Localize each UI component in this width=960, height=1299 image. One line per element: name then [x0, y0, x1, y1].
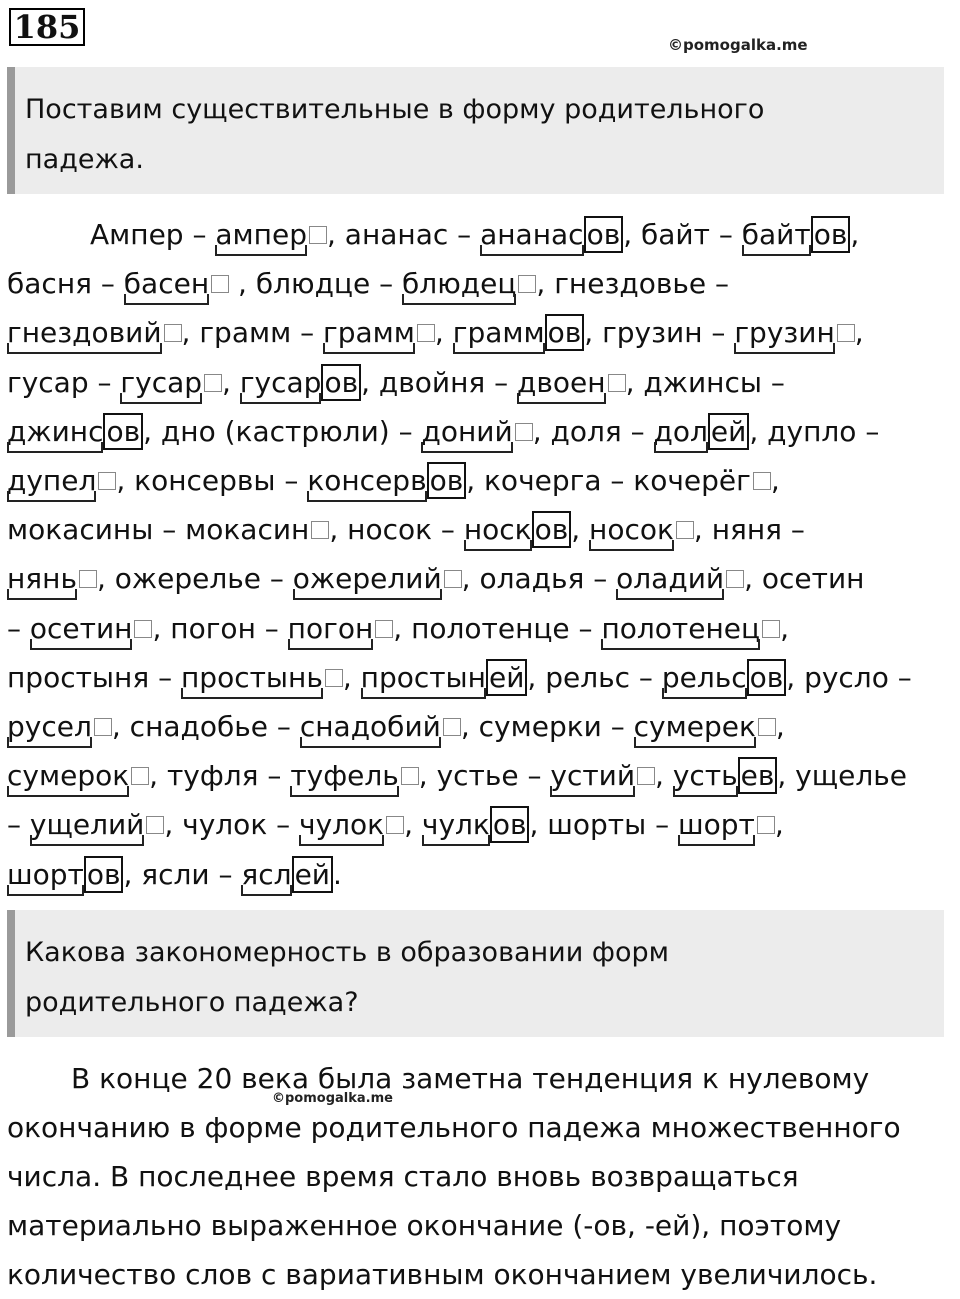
word-stem: носк — [463, 513, 532, 547]
text-fragment: , осетин — [744, 562, 865, 596]
word-stem: устий — [550, 759, 636, 793]
text-line — [7, 407, 947, 456]
word-stem: гнездовий — [7, 316, 162, 350]
word-ending: ов — [321, 364, 361, 401]
text-fragment: , туфля – — [149, 759, 291, 793]
text-fragment: гусар – — [7, 365, 121, 399]
text-line — [7, 554, 947, 603]
zero-ending-mark — [417, 324, 435, 342]
word-ending: ей — [708, 413, 749, 450]
zero-ending-mark — [134, 620, 152, 638]
text-fragment: , двойня – — [361, 365, 518, 399]
text-line — [7, 751, 947, 800]
zero-ending-mark — [325, 669, 343, 687]
text-fragment: , консервы – — [116, 464, 308, 498]
zero-ending-mark — [518, 275, 536, 293]
answer-line: окончанию в форме родительного падежа множественного — [7, 1111, 901, 1144]
zero-ending-mark — [309, 226, 327, 244]
text-line — [7, 308, 947, 357]
text-fragment: , — [775, 710, 785, 744]
text-fragment: , — [342, 660, 361, 694]
zero-ending-mark — [375, 620, 393, 638]
word-ending: ей — [292, 856, 333, 893]
word-stem: осетин — [29, 611, 133, 645]
word-stem: носок — [589, 513, 674, 547]
text-fragment: басня – — [7, 267, 124, 301]
zero-ending-mark — [211, 275, 229, 293]
text-line — [7, 653, 947, 702]
word-stem: ананас — [480, 218, 584, 251]
word-stem: грамм — [452, 316, 545, 350]
zero-ending-mark — [131, 767, 149, 785]
watermark: ©pomogalka.me — [668, 36, 808, 54]
answer-text — [7, 1054, 952, 1299]
text-fragment: , — [774, 808, 784, 842]
answer-line: количество слов с вариативным окончанием увеличилось. — [7, 1258, 878, 1291]
word-stem: блюдец — [402, 267, 517, 301]
word-ending: ей — [486, 659, 527, 696]
word-ending: ов — [84, 856, 124, 893]
task-question-box — [7, 910, 944, 1037]
zero-ending-mark — [515, 423, 533, 441]
word-stem: туфель — [290, 759, 399, 793]
task-question-line: Какова закономерность в образовании форм — [25, 937, 669, 968]
zero-ending-mark — [204, 374, 222, 392]
exercise-number: 185 — [9, 8, 85, 46]
word-stem: чулк — [421, 808, 490, 842]
zero-ending-mark — [98, 472, 116, 490]
text-line — [7, 210, 947, 259]
text-fragment: , — [571, 513, 590, 547]
word-forms-text — [7, 210, 947, 899]
text-fragment: , грамм – — [181, 316, 324, 350]
text-fragment: мокасины – мокасин — [7, 513, 310, 547]
text-fragment: , ожерелье – — [96, 562, 293, 596]
text-fragment: , дупло – — [749, 414, 880, 448]
text-fragment: , — [770, 464, 780, 498]
text-fragment: , байт – — [623, 218, 742, 251]
task-question-line: родительного падежа? — [25, 987, 359, 1018]
text-line — [7, 259, 947, 308]
zero-ending-mark — [146, 816, 164, 834]
zero-ending-mark — [164, 324, 182, 342]
text-fragment: , ясли – — [123, 857, 242, 891]
word-stem: грузин — [734, 316, 835, 350]
text-fragment: , рельс – — [527, 660, 662, 694]
answer-line: материально выраженное окончание (-ов, -ей), поэтому — [7, 1209, 842, 1242]
text-line — [7, 604, 947, 653]
zero-ending-mark — [837, 324, 855, 342]
text-fragment: – — [7, 808, 30, 842]
text-fragment: , шорты – — [529, 808, 679, 842]
zero-ending-mark — [762, 620, 780, 638]
text-fragment: , — [854, 316, 864, 350]
task-question-line: Поставим существительные в форму родительного — [25, 94, 765, 125]
zero-ending-mark — [443, 718, 461, 736]
word-ending: ов — [532, 511, 572, 548]
text-fragment: , ананас – — [326, 218, 481, 251]
zero-ending-mark — [758, 718, 776, 736]
zero-ending-mark — [637, 767, 655, 785]
zero-ending-mark — [79, 570, 97, 588]
text-fragment: , — [850, 218, 860, 251]
word-stem: сумерок — [7, 759, 130, 793]
word-stem: басен — [123, 267, 210, 301]
word-stem: усть — [672, 759, 738, 793]
text-fragment: , дно (кастрюли) – — [143, 414, 422, 448]
word-stem: ожерелий — [292, 562, 442, 596]
word-ending: ов — [584, 216, 624, 253]
zero-ending-mark — [94, 718, 112, 736]
word-stem: байт — [741, 218, 811, 251]
zero-ending-mark — [401, 767, 419, 785]
watermark: ©pomogalka.me — [272, 1091, 393, 1106]
word-stem: рельс — [661, 660, 747, 694]
text-fragment: , полотенце – — [393, 611, 602, 645]
word-stem: русел — [7, 710, 92, 744]
word-stem: грамм — [323, 316, 415, 350]
word-ending: ов — [427, 462, 467, 499]
text-fragment: , носок – — [329, 513, 464, 547]
word-stem: дупел — [7, 464, 97, 498]
word-stem: погон — [287, 611, 374, 645]
text-fragment: , чулок – — [164, 808, 300, 842]
task-question-line: падежа. — [25, 144, 144, 175]
text-fragment: – — [7, 611, 30, 645]
text-fragment: Ампер – — [90, 218, 216, 251]
word-stem: двоен — [517, 365, 606, 399]
word-stem: дол — [653, 414, 708, 448]
text-line — [7, 702, 947, 751]
text-fragment: , доля – — [532, 414, 654, 448]
text-fragment: , погон – — [152, 611, 288, 645]
text-line — [7, 505, 947, 554]
zero-ending-mark — [757, 816, 775, 834]
zero-ending-mark — [444, 570, 462, 588]
word-stem: снадобий — [299, 710, 441, 744]
word-ending: ов — [747, 659, 787, 696]
word-stem: простын — [360, 660, 486, 694]
zero-ending-mark — [753, 472, 771, 490]
word-stem: ясл — [241, 857, 292, 891]
zero-ending-mark — [726, 570, 744, 588]
text-fragment: , джинсы – — [625, 365, 785, 399]
text-fragment: , снадобье – — [111, 710, 300, 744]
word-ending: ов — [811, 216, 851, 253]
zero-ending-mark — [311, 521, 329, 539]
text-fragment: , няня – — [693, 513, 805, 547]
task-question-box — [7, 67, 944, 194]
zero-ending-mark — [608, 374, 626, 392]
word-stem: чулок — [299, 808, 385, 842]
text-fragment: , оладья – — [461, 562, 617, 596]
word-stem: гусар — [120, 365, 203, 399]
word-stem: нянь — [7, 562, 77, 596]
text-fragment: , устье – — [418, 759, 551, 793]
text-line — [7, 358, 947, 407]
answer-line: числа. В последнее время стало вновь возвращаться — [7, 1160, 799, 1193]
word-ending: ев — [738, 757, 778, 794]
text-fragment: , грузин – — [584, 316, 735, 350]
text-line — [7, 850, 947, 899]
word-stem: ущелий — [29, 808, 145, 842]
text-fragment: , — [222, 365, 240, 399]
word-stem: ампер — [215, 218, 307, 251]
text-fragment: , блюдце – — [229, 267, 403, 301]
text-fragment: . — [333, 857, 342, 891]
word-stem: оладий — [616, 562, 725, 596]
word-ending: ов — [490, 806, 530, 843]
word-stem: гусар — [239, 365, 322, 399]
word-stem: полотенец — [601, 611, 761, 645]
word-stem: шорт — [678, 808, 755, 842]
answer-line: В конце 20 века была заметна тенденция к нулевому — [71, 1062, 870, 1095]
zero-ending-mark — [676, 521, 694, 539]
text-fragment: , — [434, 316, 453, 350]
word-stem: простынь — [180, 660, 323, 694]
text-fragment: , сумерки – — [460, 710, 634, 744]
word-stem: сумерек — [633, 710, 756, 744]
word-stem: шорт — [7, 857, 84, 891]
word-ending: ов — [103, 413, 143, 450]
text-fragment: , русло – — [786, 660, 912, 694]
text-fragment: , — [404, 808, 422, 842]
word-ending: ов — [545, 314, 585, 351]
word-stem: джинс — [7, 414, 104, 448]
text-line — [7, 456, 947, 505]
word-stem: доний — [421, 414, 513, 448]
text-fragment: , гнездовье – — [536, 267, 729, 301]
text-fragment: , ущелье — [777, 759, 907, 793]
zero-ending-mark — [386, 816, 404, 834]
text-fragment: , — [780, 611, 789, 645]
text-fragment: простыня – — [7, 660, 181, 694]
text-fragment: , кочерга – кочерёг — [466, 464, 751, 498]
text-fragment: , — [655, 759, 673, 793]
word-stem: консерв — [307, 464, 427, 498]
text-line — [7, 800, 947, 849]
